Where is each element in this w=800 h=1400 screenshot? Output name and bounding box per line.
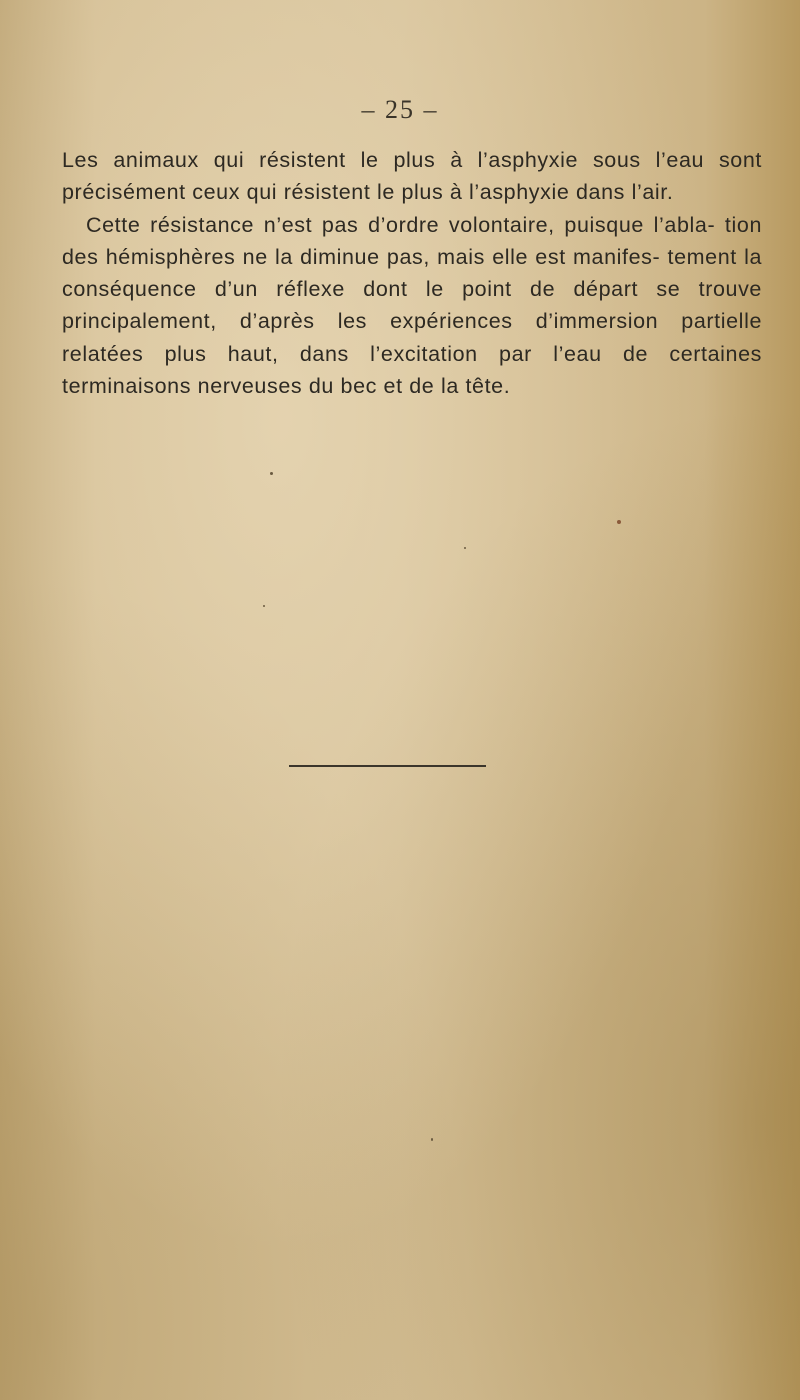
- page-number: – 25 –: [361, 95, 439, 124]
- paper-speck: [464, 547, 466, 549]
- paper-speck: [617, 520, 621, 524]
- paper-speck: [263, 605, 265, 607]
- paper-speck: [431, 1138, 433, 1141]
- body-text: [62, 144, 762, 402]
- paragraph-2: Cette résistance n’est pas d’ordre volontaire, puisque l’abla- tion des hémisphères ne la diminue pas, mais elle est manifes- tement la conséquence d’un réflexe dont le point de départ se trouve principalement, d’après les expériences d’immersion partielle relatées plus haut, dans l’excitation par l’eau de certaines terminaisons nerveuses du bec et de la tête.: [62, 212, 762, 399]
- paper-speck: [270, 472, 273, 475]
- section-divider-rule: [289, 765, 486, 767]
- paragraph-1: Les animaux qui résistent le plus à l’asphyxie sous l’eau sont précisément ceux qui résistent le plus à l’asphyxie dans l’air.: [62, 148, 762, 205]
